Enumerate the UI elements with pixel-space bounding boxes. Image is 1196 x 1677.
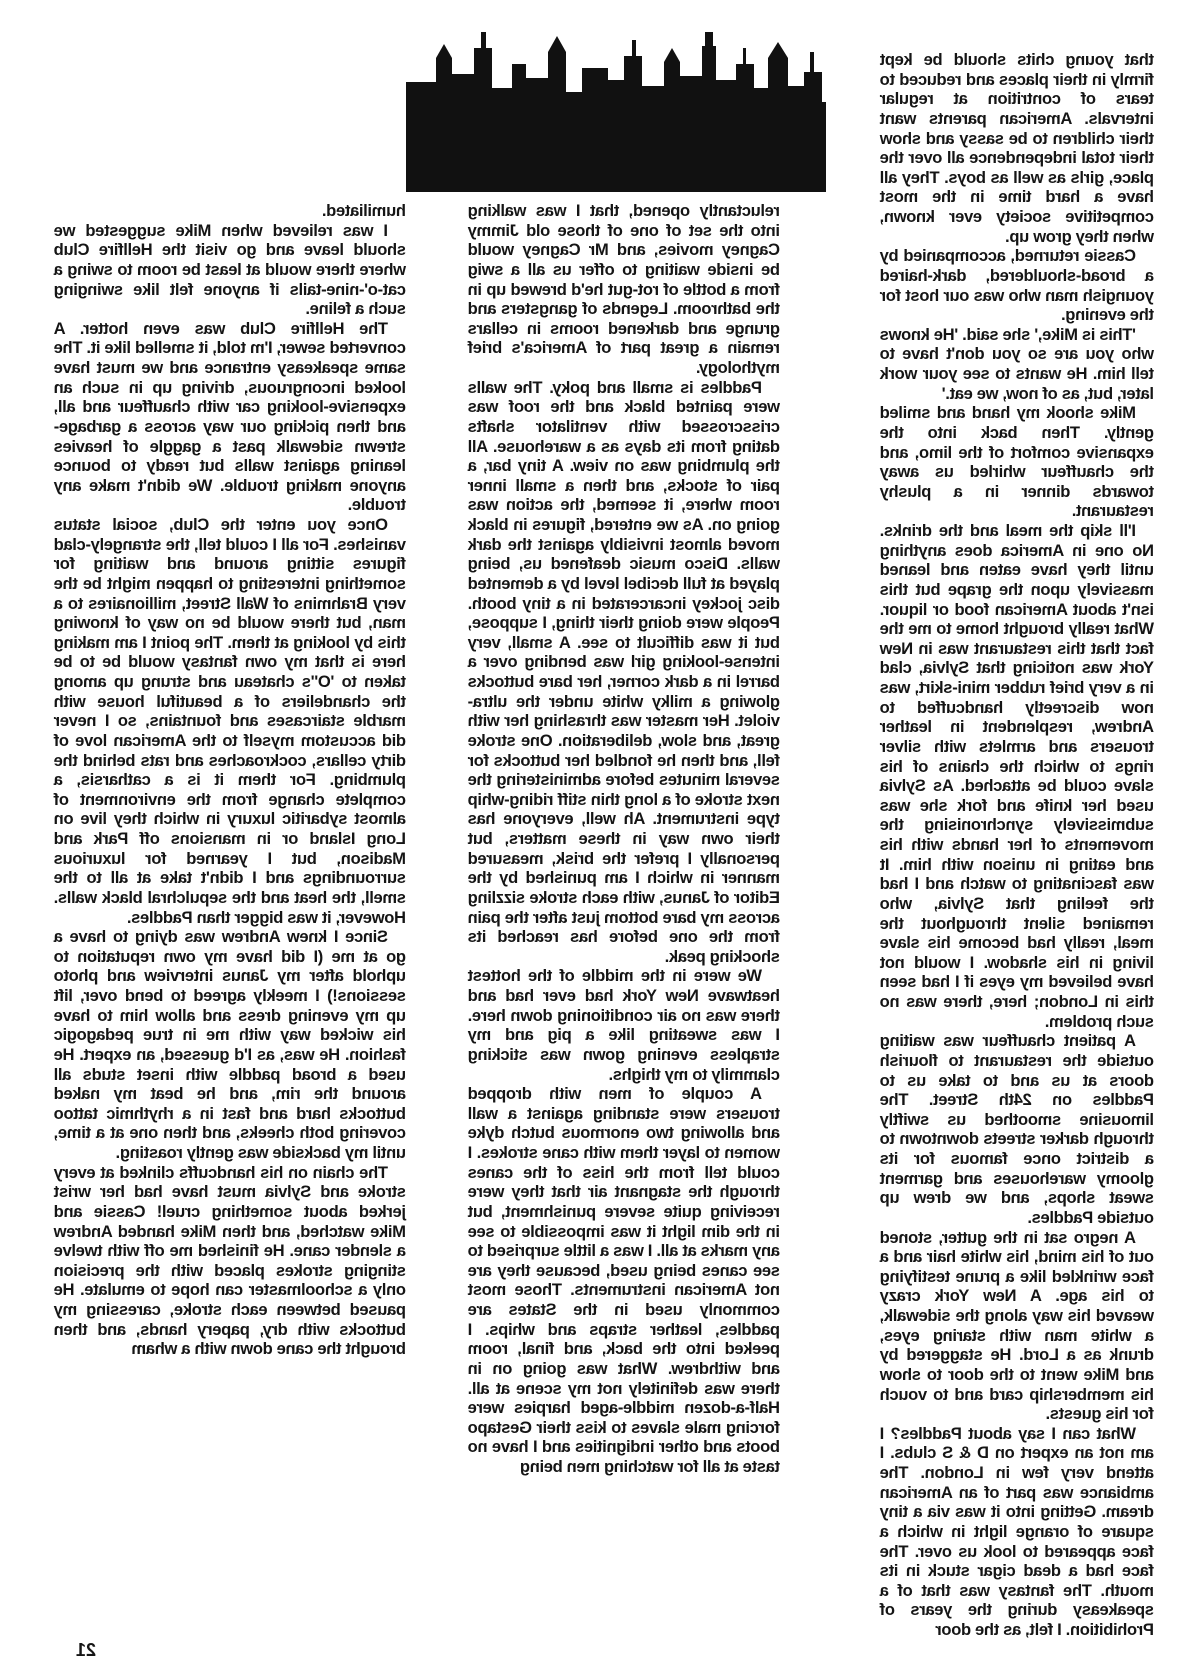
paragraph: The chain on his handcuffs clinked at every stroke and Sylvia must have had her wrist jerked about something cruel! Cassie and Mike watched, and then Mike handed Andrew a slender cane. He finished me off with twelve stinging strokes placed with the precision only a schoolmaster can hope to emulate. He paused between each stroke, caressing my buttocks with dry, papery hands, and then brought the cane down with a wham (54, 1162, 406, 1359)
paragraph: The Hellfire Club was even hotter. A converted sewer, I'm told, it smelled like it. The same speakeasy entrance and we must have looked incongruous, driving up in such an expensive-looking car with chauffeur and all, and then picking our way across a garbage-strewn sidewalk past a gaggle of heavies leaning against walls but ready to bounce anyone making trouble. We didn't make any trouble. (54, 318, 406, 515)
paragraph: Mike shook my hand and smiled gently. Then back into the expansive comfort of the limo, and the chauffeur whirled us away towards dinner in a plushy restaurant. (880, 403, 1154, 521)
paragraph: humiliated. (322, 201, 406, 220)
paragraph: that young chits should be kept firmly in their places and reduced to tears of contrition at regular intervals. American parents want their children to be sassy and show their total independence all over the place, girls as well as boys. They all have a hard time in the most competitive society ever known, when they grow up. (880, 50, 1154, 246)
page-number: 21 (75, 1640, 96, 1660)
city-skyline-illustration (406, 28, 826, 192)
paragraph: I was relieved when Mike suggested we should leave and go visit the Hellfire Club where there would at least be room to swing a cat-o'-nine-tails if anyone felt like swinging such a feline. (54, 220, 406, 319)
paragraph: Once you enter the Club, social status vanishes. For all I could tell, the strangely-clad figures sitting around and waiting for something interesting to happen might be the very Brahmins of Wall Street, millionaires to a man, but there would be no way of knowing this by looking at them. The point I am making here is that my own fantasy would be to be taken to 'O''s chateau and strung up among the chandeliers of a beautiful house with marble staircases and fountains, so I never did accustom myself to the American love of dirty cellars, cockroaches and rats behind the plumbing. For them it is a catharsis, a complete change from the environment of almost sybaritic luxury in which they live on Long Island or in mansions off Park and Madison, but I yearned for luxurious surroundings and I didn't take at all to the smell, the heat and the sepulchral black walls. However, it was bigger than Paddles. (54, 515, 406, 927)
text-column-1 (880, 50, 1154, 1639)
paragraph: reluctantly opened, that I was walking into the set of one of those old Jimmy Cagney movies, and Mr Cagney would be inside waiting to offer us all a swig from a bottle of rot-gut he'd brewed up in the bathroom. Legends of gangsters and grunge and darkened rooms in cellars remain a great part of America's brief mythology. (468, 201, 780, 377)
paragraph: A couple of men with dropped trousers were standing against a wall and allowing two enormous butch dyke women to layer them with cane strokes. I could tell from the hiss of the canes through the stagnant air that they were receiving quite severe punishment, but in the dim light it was impossible to see any marks at all. I was a little surprised to see canes being used, because they are not American instruments. Those most commonly used in the States are paddles, leather straps and whips. I peeked into the back, and final, room and withdrew. What was going on in there was definitely not my scene at all. Half-a-dozen middle-aged harpies were forcing male slaves to kiss their Gestapo boots and other indignities and I have no taste at all for watching men being (468, 1084, 780, 1476)
paragraph: What can I say about Paddles? I am not an expert on D & S clubs. I attend very few in London. The ambiance was part of an American dream. Getting into it was via a tiny square of orange light in which a face appeared to look us over. The face had a dead cigar stuck in its mouth. The fantasy was that of a speakeasy during the years of Prohibition. I felt, as the door (880, 1423, 1154, 1639)
paragraph: 'This is Mike,' she said. 'He knows who you are so you don't have to tell him. He wants to see your work later, but, as of now, we eat.' (880, 324, 1154, 403)
paragraph: Paddles is small and poky. The walls were painted black and the roof was crisscrossed with ventilator shafts dating from its days as a warehouse. All the plumbing was on view. A tiny bar, a pair of stocks, and then a small inner room where, it seemed, the action was going on. As we entered, figures in black moved almost invisibly against the dark walls. Disco music deafened us, being played at full decibel level by a demented disc jockey incarcerated in a tiny booth. People were doing their thing, I suppose, but it was difficult to see. A small, very intense-looking girl was bending over a barrel in a dark corner, her bare buttocks glowing a milky white under the ultra-violet. Her master was thrashing her with great, and slow, deliberation. One stroke fell, and then he fondled her buttocks for several minutes before administering the next stroke of a long thin stiff riding-whip type instrument. Ah well, everyone has their own way in these matters, but personally I prefer the brisk, measured manner in which I am punished by the Editor of Janus, with each stroke sizzling across my bare bottom just after the pain from the one before has reached its shocking peak. (468, 377, 780, 966)
paragraph: We were in the middle of the hottest heatwave New York had ever had and there was no air conditioning down here. I was sweating like a pig and my strapless evening gown was sticking clammily to my thighs. (468, 966, 780, 1084)
paragraph: A patient chauffeur was waiting outside the restaurant to flourish doors at us and to take us to Paddles on 24th Street. The limousine smoothed us swiftly through darker streets downtown to a district once famous for its gloomy warehouses and garment sweat shops, and we drew up outside Paddles. (880, 1031, 1154, 1227)
paragraph: Cassie returned, accompanied by a broad-shouldered, dark-haired youngish man who was our host for the evening. (880, 246, 1154, 325)
paragraph: I'll skip the meal and the drinks. No one in America does anything until they have eaten and leaned massively upon the grape but this isn't about American food or liquor. What really brought home to me the fact that this restaurant was in New York was noticing that Sylvia, clad in a very brief rubber mini-skirt, was now discreetly handcuffed to Andrew, resplendent in leather trousers and armlets with silver rings to which the chains of his slave could be attached. As Sylvia used her knife and fork she was submissively synchronising the movements of her hands with his and eating in unison with him. It was fascinating to watch and I had the feeling that Sylvia, who remained silent throughout the meal, really had become his slave living in his shadow. I would not have believed my eyes if I had seen this in London; here, there was no such problem. (880, 521, 1154, 1031)
paragraph: A negro sat in the gutter, stoned out of his mind, his white hair and a face wrinkled like a prune testifying to his age. A New York crazy weaved his way along the sidewalk, a white man with staring eyes, drunk as a Lord. He staggered by and Mike went to the door to show his membership card and to vouch for his guests. (880, 1227, 1154, 1424)
paragraph: Since I knew Andrew was dying to have a go at me (I did have my own reputation to uphold after my Janus interview and photo sessions!) I meekly agreed to bend over, lift up my evening dress and allow him to have his wicked way with me in true pedagogic fashion. He was, as I'd guessed, an expert. He used a broad paddle with inset studs all around the rim, and he beat my naked buttocks hard and fast in a rhythmic tattoo covering both cheeks, and then one at a time, until my backside was gently roasting. (54, 927, 406, 1162)
text-column-2 (468, 201, 780, 1581)
text-column-3 (54, 201, 406, 1581)
